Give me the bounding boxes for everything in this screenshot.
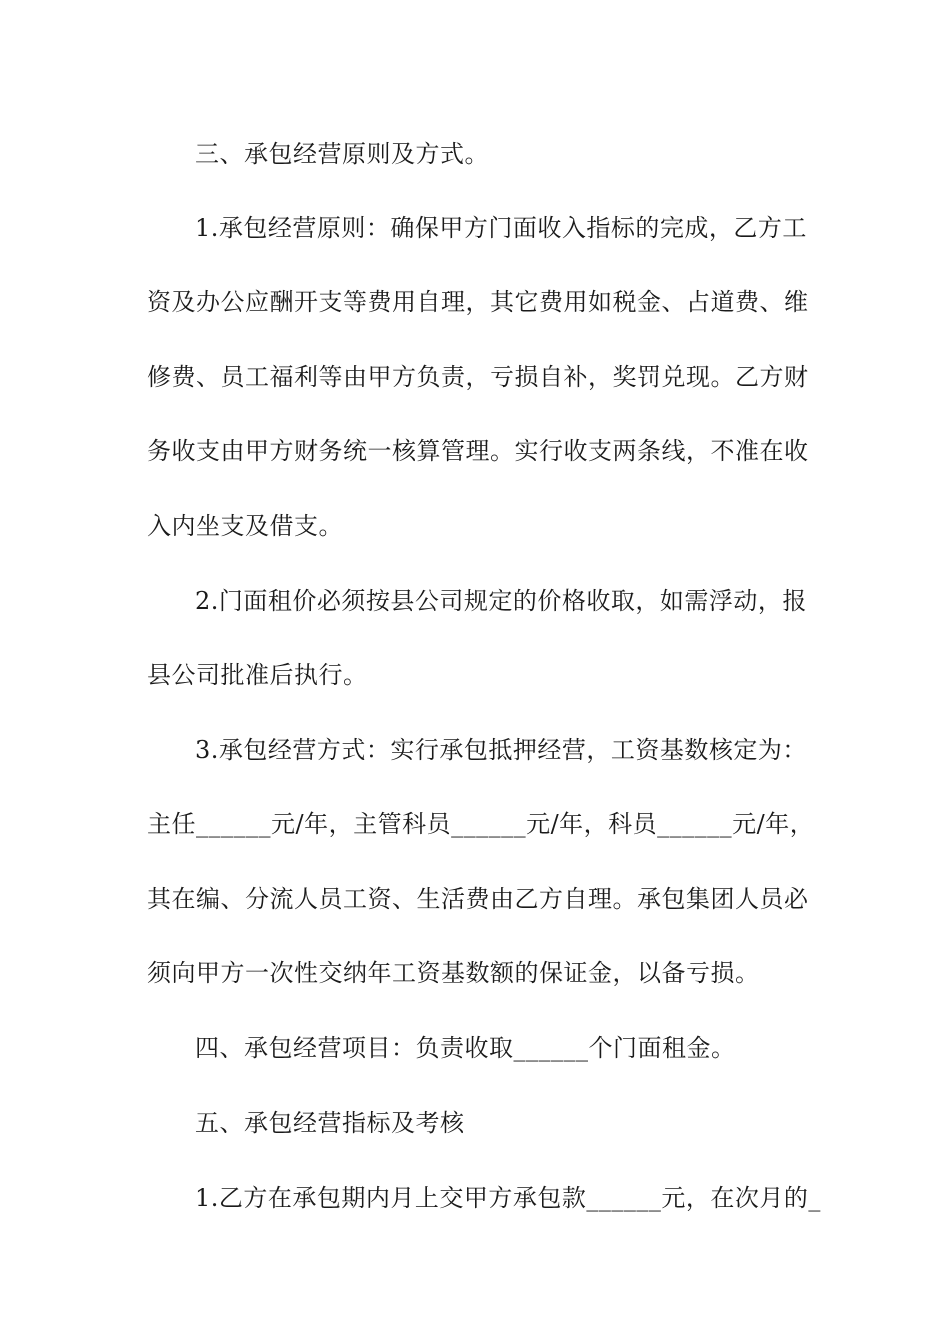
- paragraph-line: 1.乙方在承包期内月上交甲方承包款______元，在次月的_: [195, 1184, 821, 1212]
- paragraph-line: 须向甲方一次性交纳年工资基数额的保证金，以备亏损。: [147, 959, 760, 987]
- paragraph-line: 主任______元/年，主管科员______元/年，科员______元/年，: [147, 810, 815, 838]
- paragraph-line: 2.门面租价必须按县公司规定的价格收取，如需浮动，报: [195, 587, 807, 615]
- paragraph-line: 其在编、分流人员工资、生活费由乙方自理。承包集团人员必: [147, 885, 809, 913]
- paragraph-line: 资及办公应酬开支等费用自理，其它费用如税金、占道费、维: [147, 288, 809, 316]
- paragraph-line: 修费、员工福利等由甲方负责，亏损自补，奖罚兑现。乙方财: [147, 363, 809, 391]
- paragraph-line: 3.承包经营方式：实行承包抵押经营，工资基数核定为：: [195, 736, 807, 764]
- section-heading-5: 五、承包经营指标及考核: [195, 1109, 465, 1137]
- paragraph-line: 县公司批准后执行。: [147, 661, 368, 689]
- paragraph-line: 务收支由甲方财务统一核算管理。实行收支两条线，不准在收: [147, 437, 809, 465]
- section-heading-3: 三、承包经营原则及方式。: [195, 140, 489, 168]
- section-heading-4: 四、承包经营项目：负责收取______个门面租金。: [195, 1034, 736, 1062]
- paragraph-line: 入内坐支及借支。: [147, 512, 343, 540]
- paragraph-line: 1.承包经营原则：确保甲方门面收入指标的完成，乙方工: [195, 214, 807, 242]
